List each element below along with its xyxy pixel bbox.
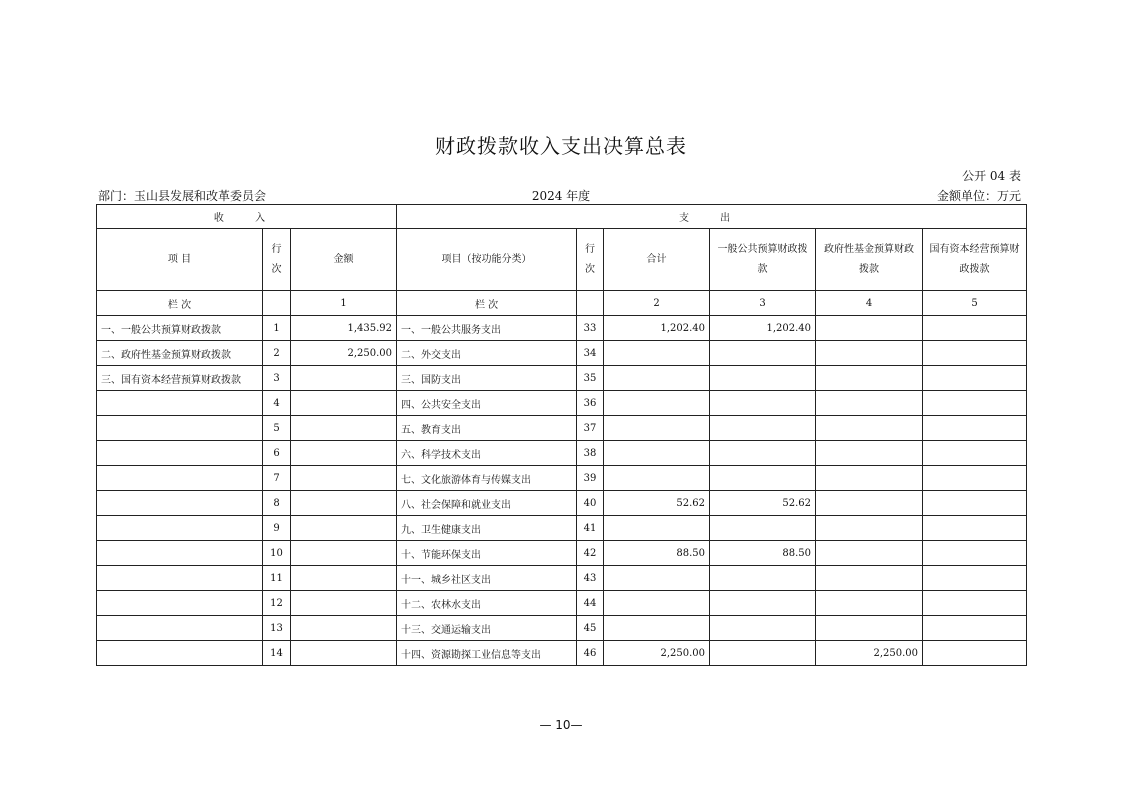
header-fund-budget: 政府性基金预算财政拨款 — [816, 229, 923, 291]
expense-item-cell: 四、公共安全支出 — [397, 391, 577, 416]
header-expense-item: 项目（按功能分类） — [397, 229, 577, 291]
income-line-cell: 6 — [263, 441, 291, 466]
income-amount-cell — [291, 616, 397, 641]
fund-budget-cell — [816, 591, 923, 616]
amount-unit: 金额单位：万元 — [936, 189, 1021, 203]
column-index-row — [97, 291, 1027, 316]
income-amount-cell — [291, 491, 397, 516]
income-amount-cell — [291, 541, 397, 566]
table-row — [97, 341, 1027, 366]
state-capital-cell — [923, 441, 1027, 466]
form-number: 公开 04 表 — [962, 169, 1021, 183]
expense-item-cell: 九、卫生健康支出 — [397, 516, 577, 541]
income-item-cell — [97, 441, 263, 466]
state-capital-cell — [923, 491, 1027, 516]
expense-line-cell: 34 — [577, 341, 604, 366]
expense-item-cell: 十、节能环保支出 — [397, 541, 577, 566]
table-row — [97, 566, 1027, 591]
general-budget-cell — [710, 466, 816, 491]
income-item-cell: 二、政府性基金预算财政拨款 — [97, 341, 263, 366]
general-budget-cell — [710, 391, 816, 416]
fund-budget-cell — [816, 441, 923, 466]
income-item-cell — [97, 541, 263, 566]
income-line-cell: 11 — [263, 566, 291, 591]
fund-index: 4 — [816, 291, 923, 316]
table-row — [97, 441, 1027, 466]
expense-line-cell: 40 — [577, 491, 604, 516]
income-amount-cell: 2,250.00 — [291, 341, 397, 366]
expense-item-cell: 二、外交支出 — [397, 341, 577, 366]
income-amount-cell — [291, 366, 397, 391]
expense-item-cell: 十一、城乡社区支出 — [397, 566, 577, 591]
income-item-cell — [97, 516, 263, 541]
total-cell — [604, 566, 710, 591]
state-capital-cell — [923, 541, 1027, 566]
table-row — [97, 616, 1027, 641]
general-index: 3 — [710, 291, 816, 316]
expense-line-cell: 44 — [577, 591, 604, 616]
income-item-cell: 一、一般公共预算财政拨款 — [97, 316, 263, 341]
state-capital-cell — [923, 416, 1027, 441]
total-cell — [604, 516, 710, 541]
general-budget-cell: 52.62 — [710, 491, 816, 516]
state-index: 5 — [923, 291, 1027, 316]
state-capital-cell — [923, 616, 1027, 641]
general-budget-cell — [710, 366, 816, 391]
income-line-cell: 9 — [263, 516, 291, 541]
column-header-row — [97, 229, 1027, 291]
expense-item-cell: 一、一般公共服务支出 — [397, 316, 577, 341]
total-cell: 88.50 — [604, 541, 710, 566]
income-item-cell — [97, 566, 263, 591]
expense-item-cell: 八、社会保障和就业支出 — [397, 491, 577, 516]
general-budget-cell — [710, 641, 816, 666]
section-header-row — [97, 205, 1027, 229]
expense-line-cell: 42 — [577, 541, 604, 566]
income-line-cell: 12 — [263, 591, 291, 616]
income-item-cell — [97, 641, 263, 666]
general-budget-cell: 1,202.40 — [710, 316, 816, 341]
header-expense-line: 行次 — [577, 229, 604, 291]
income-line-cell: 13 — [263, 616, 291, 641]
income-line-cell: 14 — [263, 641, 291, 666]
state-capital-cell — [923, 566, 1027, 591]
income-item-cell: 三、国有资本经营预算财政拨款 — [97, 366, 263, 391]
state-capital-cell — [923, 641, 1027, 666]
fund-budget-cell — [816, 391, 923, 416]
fund-budget-cell — [816, 366, 923, 391]
state-capital-cell — [923, 316, 1027, 341]
income-amount-cell — [291, 416, 397, 441]
expense-line-cell: 41 — [577, 516, 604, 541]
fund-budget-cell — [816, 616, 923, 641]
income-amount-cell — [291, 466, 397, 491]
fund-budget-cell — [816, 341, 923, 366]
expense-item-cell: 十三、交通运输支出 — [397, 616, 577, 641]
income-line-cell: 7 — [263, 466, 291, 491]
state-capital-cell — [923, 466, 1027, 491]
final-accounts-table — [96, 204, 1027, 666]
income-item-cell — [97, 616, 263, 641]
general-budget-cell — [710, 416, 816, 441]
income-index-label: 栏 次 — [97, 291, 263, 316]
expense-line-cell: 45 — [577, 616, 604, 641]
expense-item-cell: 十二、农林水支出 — [397, 591, 577, 616]
expense-line-cell: 39 — [577, 466, 604, 491]
expense-item-cell: 五、教育支出 — [397, 416, 577, 441]
general-budget-cell — [710, 566, 816, 591]
header-income-amount: 金额 — [291, 229, 397, 291]
expense-item-cell: 六、科学技术支出 — [397, 441, 577, 466]
income-amount-cell — [291, 516, 397, 541]
income-amount-cell — [291, 441, 397, 466]
income-item-cell — [97, 491, 263, 516]
income-line-cell: 1 — [263, 316, 291, 341]
general-budget-cell — [710, 616, 816, 641]
total-cell — [604, 366, 710, 391]
fund-budget-cell — [816, 466, 923, 491]
table-row — [97, 491, 1027, 516]
total-cell: 52.62 — [604, 491, 710, 516]
table-row — [97, 366, 1027, 391]
department-label: 部门：玉山县发展和改革委员会 — [98, 189, 267, 203]
page-title: 财政拨款收入支出决算总表 — [435, 134, 687, 158]
total-cell — [604, 466, 710, 491]
fund-budget-cell — [816, 566, 923, 591]
expense-section-header: 支 出 — [397, 205, 1027, 229]
table-row — [97, 541, 1027, 566]
income-amount-cell — [291, 641, 397, 666]
fund-budget-cell — [816, 316, 923, 341]
table-row — [97, 416, 1027, 441]
expense-item-cell: 三、国防支出 — [397, 366, 577, 391]
expense-line-index — [577, 291, 604, 316]
income-line-index — [263, 291, 291, 316]
total-cell — [604, 441, 710, 466]
expense-line-cell: 38 — [577, 441, 604, 466]
income-item-cell — [97, 416, 263, 441]
total-cell: 2,250.00 — [604, 641, 710, 666]
income-line-cell: 10 — [263, 541, 291, 566]
income-item-cell — [97, 466, 263, 491]
fund-budget-cell — [816, 541, 923, 566]
general-budget-cell — [710, 341, 816, 366]
fund-budget-cell — [816, 416, 923, 441]
table-row — [97, 316, 1027, 341]
expense-line-cell: 43 — [577, 566, 604, 591]
total-cell — [604, 416, 710, 441]
income-line-cell: 2 — [263, 341, 291, 366]
expense-line-cell: 46 — [577, 641, 604, 666]
income-line-cell: 4 — [263, 391, 291, 416]
fiscal-year: 2024 年度 — [531, 189, 591, 203]
income-amount-cell — [291, 566, 397, 591]
income-line-cell: 3 — [263, 366, 291, 391]
fund-budget-cell — [816, 491, 923, 516]
expense-item-cell: 十四、资源勘探工业信息等支出 — [397, 641, 577, 666]
income-line-cell: 5 — [263, 416, 291, 441]
income-amount-index: 1 — [291, 291, 397, 316]
total-index: 2 — [604, 291, 710, 316]
header-income-item: 项 目 — [97, 229, 263, 291]
income-amount-cell — [291, 591, 397, 616]
general-budget-cell — [710, 441, 816, 466]
state-capital-cell — [923, 516, 1027, 541]
table-row — [97, 391, 1027, 416]
header-general-budget: 一般公共预算财政拨款 — [710, 229, 816, 291]
state-capital-cell — [923, 366, 1027, 391]
general-budget-cell — [710, 516, 816, 541]
income-line-cell: 8 — [263, 491, 291, 516]
general-budget-cell — [710, 591, 816, 616]
table-row — [97, 516, 1027, 541]
fund-budget-cell: 2,250.00 — [816, 641, 923, 666]
fund-budget-cell — [816, 516, 923, 541]
total-cell — [604, 591, 710, 616]
expense-line-cell: 33 — [577, 316, 604, 341]
state-capital-cell — [923, 591, 1027, 616]
header-state-capital-budget: 国有资本经营预算财政拨款 — [923, 229, 1027, 291]
total-cell — [604, 341, 710, 366]
state-capital-cell — [923, 391, 1027, 416]
total-cell — [604, 391, 710, 416]
expense-line-cell: 36 — [577, 391, 604, 416]
general-budget-cell: 88.50 — [710, 541, 816, 566]
income-amount-cell — [291, 391, 397, 416]
table-row — [97, 466, 1027, 491]
total-cell: 1,202.40 — [604, 316, 710, 341]
income-item-cell — [97, 391, 263, 416]
state-capital-cell — [923, 341, 1027, 366]
expense-item-cell: 七、文化旅游体育与传媒支出 — [397, 466, 577, 491]
table-row — [97, 641, 1027, 666]
total-cell — [604, 616, 710, 641]
table-row — [97, 591, 1027, 616]
page-number: — 10— — [539, 718, 583, 732]
expense-index-label: 栏 次 — [397, 291, 577, 316]
income-section-header: 收 入 — [97, 205, 397, 229]
header-total: 合计 — [604, 229, 710, 291]
income-item-cell — [97, 591, 263, 616]
header-income-line: 行次 — [263, 229, 291, 291]
income-amount-cell: 1,435.92 — [291, 316, 397, 341]
expense-line-cell: 35 — [577, 366, 604, 391]
expense-line-cell: 37 — [577, 416, 604, 441]
